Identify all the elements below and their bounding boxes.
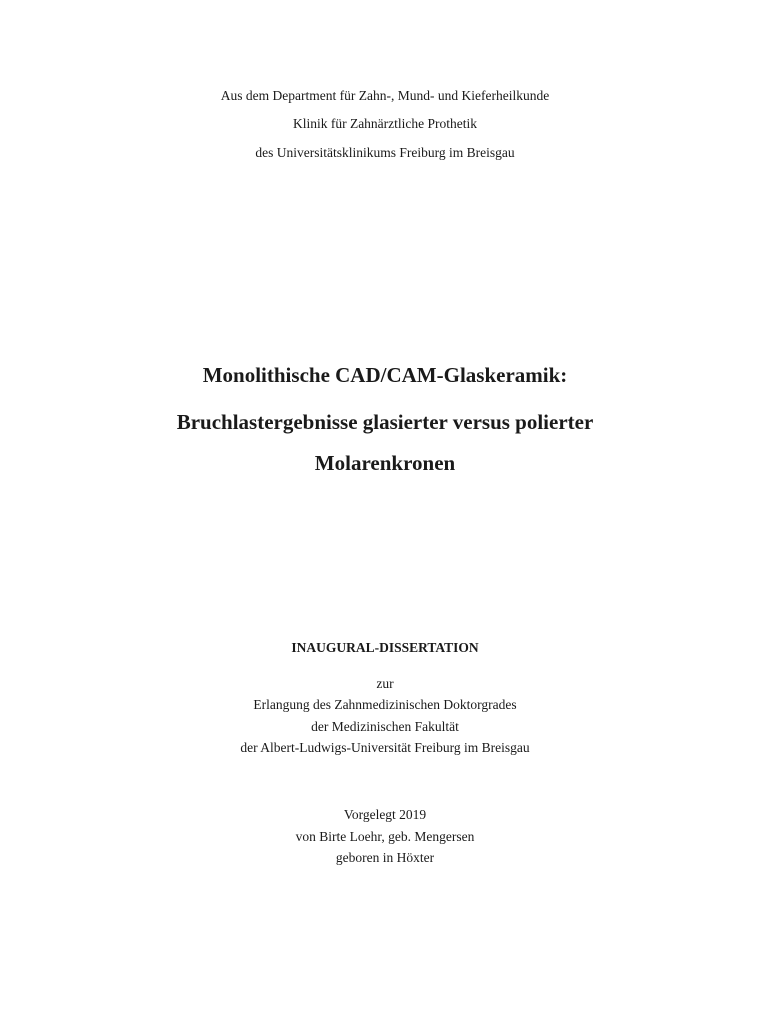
dissertation-zur: zur	[376, 676, 394, 691]
dissertation-university: der Albert-Ludwigs-Universität Freiburg im Breisgau	[240, 740, 530, 755]
dissertation-faculty: der Medizinischen Fakultät	[311, 719, 459, 734]
header-university-hospital: des Universitätsklinikums Freiburg im Breisgau	[255, 145, 515, 160]
title-line-3: Molarenkronen	[314, 451, 456, 475]
submission-author: von Birte Loehr, geb. Mengersen	[295, 829, 475, 844]
dissertation-type: INAUGURAL-DISSERTATION	[291, 640, 479, 655]
submission-year: Vorgelegt 2019	[343, 807, 427, 822]
title-line-1: Monolithische CAD/CAM-Glaskeramik:	[202, 363, 568, 387]
header-clinic: Klinik für Zahnärztliche Prothetik	[292, 116, 478, 131]
header-department: Aus dem Department für Zahn-, Mund- und Kieferheilkunde	[220, 88, 550, 103]
submission-birthplace: geboren in Höxter	[335, 850, 435, 865]
dissertation-purpose: Erlangung des Zahnmedizinischen Doktorgrades	[253, 697, 517, 712]
title-line-2: Bruchlastergebnisse glasierter versus polierter	[176, 410, 594, 434]
